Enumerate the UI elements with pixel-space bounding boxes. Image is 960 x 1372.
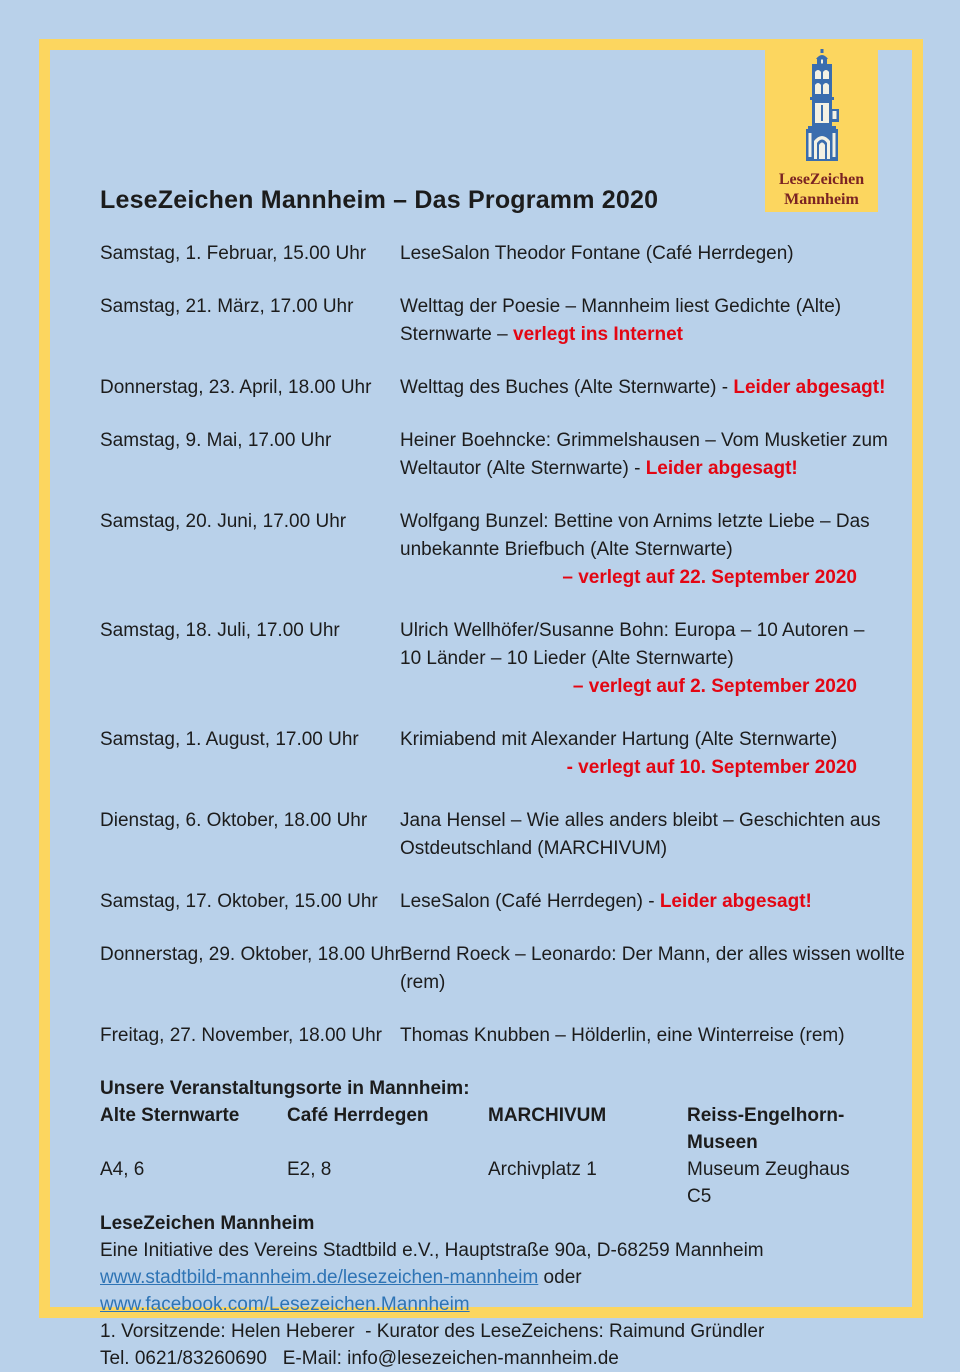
event-line xyxy=(400,374,886,402)
program-row xyxy=(100,240,857,268)
event-date: Samstag, 20. Juni, 17.00 Uhr xyxy=(100,511,347,532)
status-highlight: Leider abgesagt! xyxy=(645,458,798,479)
event-line xyxy=(400,888,857,916)
event-description xyxy=(400,941,905,997)
event-description xyxy=(400,726,857,782)
event-text: Krimiabend mit Alexander Hartung (Alte Sternwarte) xyxy=(400,729,838,750)
event-line xyxy=(400,726,857,754)
sternwarte-tower-icon xyxy=(796,49,848,166)
program-row xyxy=(100,888,857,916)
program-row xyxy=(100,807,881,863)
program-row xyxy=(100,941,905,997)
venue-name: Alte Sternwarte xyxy=(100,1105,240,1126)
venue-address: Archivplatz 1 xyxy=(488,1159,597,1180)
status-highlight: Leider abgesagt! xyxy=(659,891,812,912)
program-row xyxy=(100,508,870,592)
venue-name: MARCHIVUM xyxy=(488,1105,607,1126)
event-description xyxy=(400,427,888,483)
status-highlight: – verlegt auf 22. September 2020 xyxy=(562,567,857,588)
logo-line2: Mannheim xyxy=(784,191,859,208)
event-text: 10 Länder – 10 Lieder (Alte Sternwarte) xyxy=(400,648,734,669)
event-text: Ulrich Wellhöfer/Susanne Bohn: Europa – 10 Autoren – xyxy=(400,620,865,641)
event-text: Thomas Knubben – Hölderlin, eine Winterreise (rem) xyxy=(400,1025,845,1046)
event-line xyxy=(400,807,881,835)
venue-address: A4, 6 xyxy=(100,1159,145,1180)
footer xyxy=(100,1075,857,1372)
status-highlight: – verlegt auf 2. September 2020 xyxy=(572,676,857,697)
event-text: Heiner Boehncke: Grimmelshausen – Vom Musketier zum xyxy=(400,430,888,451)
event-text: unbekannte Briefbuch (Alte Sternwarte) xyxy=(400,539,733,560)
event-description xyxy=(400,1022,857,1050)
event-text: Bernd Roeck – Leonardo: Der Mann, der alles wissen wollte xyxy=(400,944,905,965)
event-line xyxy=(400,321,857,349)
event-description xyxy=(400,508,870,592)
venue-names-row xyxy=(100,1102,857,1156)
event-text: Weltautor (Alte Sternwarte) - xyxy=(400,458,646,479)
event-date: Samstag, 18. Juli, 17.00 Uhr xyxy=(100,620,340,641)
event-line xyxy=(400,617,865,645)
event-line xyxy=(400,455,857,483)
event-line xyxy=(400,969,857,997)
event-date: Samstag, 1. August, 17.00 Uhr xyxy=(100,729,359,750)
links-line xyxy=(100,1264,857,1318)
event-line xyxy=(400,564,857,592)
event-date: Samstag, 1. Februar, 15.00 Uhr xyxy=(100,243,367,264)
event-description xyxy=(400,807,881,863)
venue-name: Reiss-Engelhorn-Museen xyxy=(687,1105,845,1153)
event-date: Samstag, 9. Mai, 17.00 Uhr xyxy=(100,430,332,451)
contact-line: Tel. 0621/83260690 E-Mail: info@lesezeichen-mannheim.de xyxy=(100,1348,619,1369)
program-row xyxy=(100,427,888,483)
venue-address: Museum Zeughaus C5 xyxy=(687,1159,850,1207)
venue-name: Café Herrdegen xyxy=(287,1105,429,1126)
event-line xyxy=(400,645,857,673)
venue-address: E2, 8 xyxy=(287,1159,332,1180)
event-date: Donnerstag, 23. April, 18.00 Uhr xyxy=(100,377,372,398)
lesezeichen-logo xyxy=(765,39,878,212)
event-line xyxy=(400,536,857,564)
event-line xyxy=(400,508,870,536)
status-highlight: verlegt ins Internet xyxy=(513,324,683,345)
event-description xyxy=(400,293,857,349)
event-date: Dienstag, 6. Oktober, 18.00 Uhr xyxy=(100,810,368,831)
event-date: Samstag, 21. März, 17.00 Uhr xyxy=(100,296,354,317)
stadtbild-link[interactable]: www.stadtbild-mannheim.de/lesezeichen-mannheim xyxy=(100,1267,539,1288)
event-line xyxy=(400,293,857,321)
program-row xyxy=(100,374,886,402)
venues-heading: Unsere Veranstaltungsorte in Mannheim: xyxy=(100,1078,470,1099)
event-description xyxy=(400,888,857,916)
event-description xyxy=(400,617,865,701)
status-highlight: Leider abgesagt! xyxy=(733,377,886,398)
event-line xyxy=(400,427,888,455)
event-line xyxy=(400,240,857,268)
event-text: Sternwarte – xyxy=(400,324,513,345)
event-text: (rem) xyxy=(400,972,446,993)
event-date: Donnerstag, 29. Oktober, 18.00 Uhr xyxy=(100,944,402,965)
org-name: LeseZeichen Mannheim xyxy=(100,1213,315,1234)
program-row xyxy=(100,617,865,701)
program-list xyxy=(100,240,905,1050)
event-date: Samstag, 17. Oktober, 15.00 Uhr xyxy=(100,891,378,912)
flyer-content xyxy=(100,186,905,1372)
event-line xyxy=(400,835,857,863)
venue-addresses-row xyxy=(100,1156,857,1210)
event-line xyxy=(400,754,857,782)
logo-line1: LeseZeichen xyxy=(778,171,865,188)
event-description xyxy=(400,240,857,268)
event-text: Ostdeutschland (MARCHIVUM) xyxy=(400,838,668,859)
officials-line: 1. Vorsitzende: Helen Heberer - Kurator des LeseZeichens: Raimund Gründler xyxy=(100,1321,765,1342)
event-text: LeseSalon (Café Herrdegen) - xyxy=(400,891,660,912)
event-text: Welttag des Buches (Alte Sternwarte) - xyxy=(400,377,734,398)
event-line xyxy=(400,941,905,969)
event-text: LeseSalon Theodor Fontane (Café Herrdegen) xyxy=(400,243,794,264)
status-highlight: - verlegt auf 10. September 2020 xyxy=(566,757,857,778)
initiative-line: Eine Initiative des Vereins Stadtbild e.V., Hauptstraße 90a, D-68259 Mannheim xyxy=(100,1240,764,1261)
link-separator: oder xyxy=(538,1267,587,1288)
event-text: Wolfgang Bunzel: Bettine von Arnims letzte Liebe – Das xyxy=(400,511,870,532)
event-line xyxy=(400,673,857,701)
event-text: Jana Hensel – Wie alles anders bleibt – Geschichten aus xyxy=(400,810,881,831)
logo-wordmark xyxy=(779,170,864,210)
event-line xyxy=(400,1022,857,1050)
program-row xyxy=(100,293,857,349)
event-text: Welttag der Poesie – Mannheim liest Gedichte (Alte) xyxy=(400,296,842,317)
program-row xyxy=(100,1022,857,1050)
page-title: LeseZeichen Mannheim – Das Programm 2020 xyxy=(100,186,659,214)
program-row xyxy=(100,726,857,782)
event-description xyxy=(400,374,886,402)
facebook-link[interactable]: www.facebook.com/Lesezeichen.Mannheim xyxy=(100,1294,470,1315)
event-date: Freitag, 27. November, 18.00 Uhr xyxy=(100,1025,382,1046)
